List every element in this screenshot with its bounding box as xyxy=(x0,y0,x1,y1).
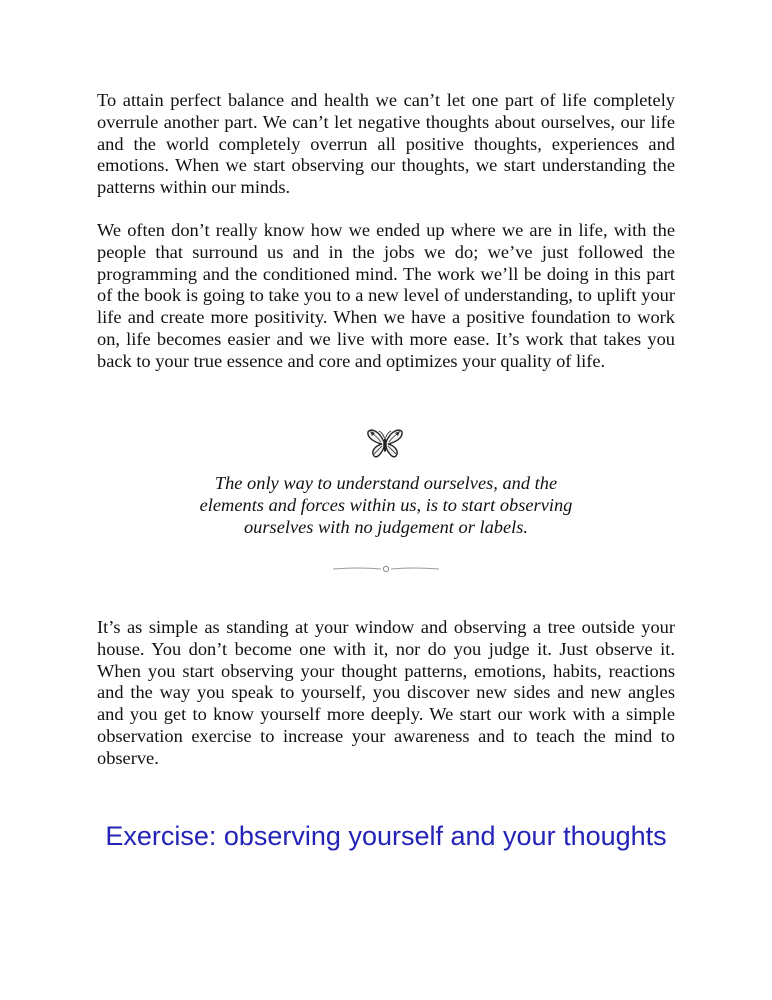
exercise-heading: Exercise: observing yourself and your thoughts xyxy=(105,821,667,851)
pull-quote-line: The only way to understand ourselves, and the xyxy=(214,473,558,493)
paragraph-programming: We often don’t really know how we ended up where we are in life, with the people that surround us and in the jobs we do; we’ve just followed the programming and the conditioned mind. The work we’ll be doing in this part of the book is going to take you to a new level of understanding, to uplift your life and create more positivity. When we have a positive foundation to work on, life becomes easier and we live with more ease. It’s work that takes you back to your true essence and core and optimizes your quality of life. xyxy=(97,220,675,371)
paragraph-observation: It’s as simple as standing at your window and observing a tree outside your house. You don’t become one with it, nor do you judge it. Just observe it. When you start observing your thought patterns, emotions, habits, reactions and the way you speak to yourself, you discover new sides and new angles and you get to know yourself more deeply. We start our work with a simple observation exercise to increase your awareness and to teach the mind to observe. xyxy=(97,617,675,768)
ornamental-divider xyxy=(331,563,441,575)
pull-quote-line: ourselves with no judgement or labels. xyxy=(243,517,528,537)
pull-quote xyxy=(180,472,592,538)
pull-quote-line: elements and forces within us, is to start observing xyxy=(199,495,573,515)
butterfly-icon xyxy=(366,427,404,461)
paragraph-intro: To attain perfect balance and health we can’t let one part of life completely overrule another part. We can’t let negative thoughts about ourselves, our life and the world completely overrun all positive thoughts, experiences and emotions. When we start observing our thoughts, we start understanding the patterns within our minds. xyxy=(97,90,675,198)
